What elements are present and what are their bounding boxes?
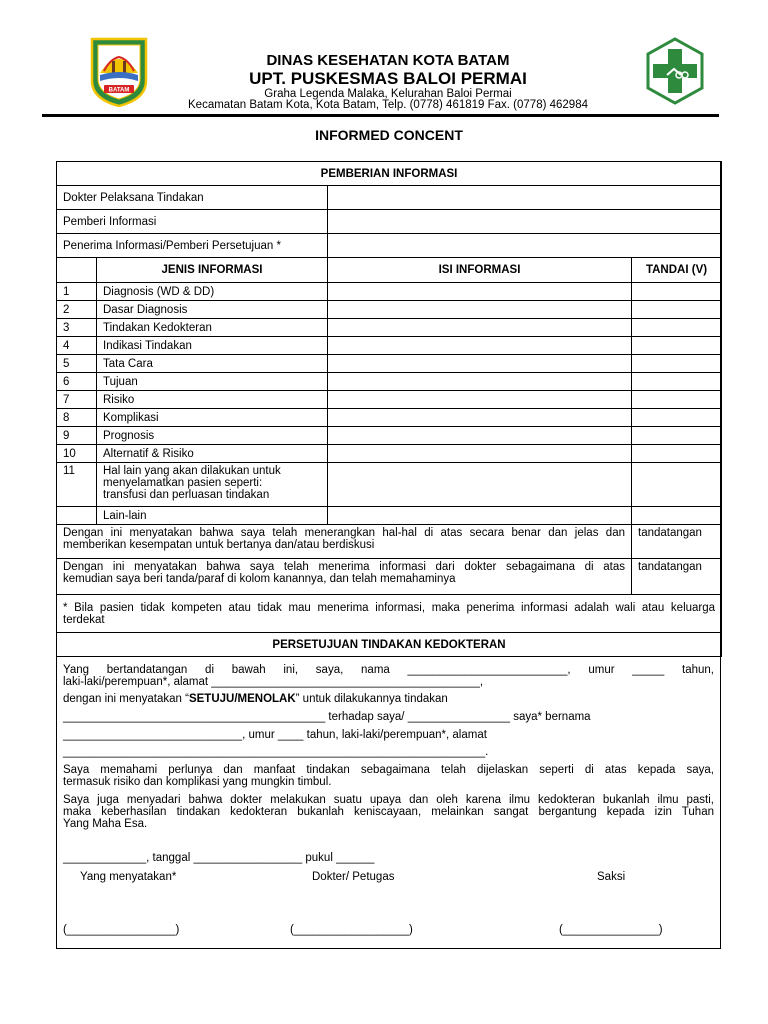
date-time-line: _____________, tanggal _________________ pukul ______ (63, 852, 375, 864)
row-label: Alternatif & Risiko (97, 445, 328, 463)
row-label: Lain-lain (97, 507, 328, 525)
table-row (57, 445, 722, 463)
pemberian-heading: PEMBERIAN INFORMASI (57, 162, 722, 186)
statement-line: memberikan kesempatan untuk bertanya dan/atau berdiskusi (63, 539, 375, 551)
row-label-line: Hal lain yang akan dilakukan untuk (103, 465, 281, 477)
row-label: Indikasi Tindakan (97, 337, 328, 355)
tandai-cell[interactable] (632, 409, 722, 427)
isi-cell[interactable] (328, 445, 632, 463)
tandai-cell[interactable] (632, 427, 722, 445)
tandai-cell[interactable] (632, 319, 722, 337)
row-number: 10 (57, 445, 97, 463)
table-row (57, 283, 722, 301)
consent-statement-end: ” untuk dilakukannya tindakan (295, 693, 448, 705)
col-header-isi: ISI INFORMASI (328, 258, 632, 283)
clinic-name: UPT. PUSKESMAS BALOI PERMAI (249, 69, 527, 88)
row-number: 1 (57, 283, 97, 301)
patient-line: ____________________________, umur ____ tahun, laki-laki/perempuan*, alamat (63, 729, 487, 741)
address-line-2: Kecamatan Batam Kota, Kota Batam, Telp. (0778) 461819 Fax. (0778) 462984 (188, 99, 588, 111)
row-number: 6 (57, 373, 97, 391)
signer-label: Yang menyatakan* (80, 871, 177, 883)
statement-line: Dengan ini menyatakan bahwa saya telah menerima informasi dari dokter sebagaimana di atas (63, 561, 625, 573)
isi-cell[interactable] (328, 355, 632, 373)
tandai-cell[interactable] (632, 463, 722, 507)
field-value-penerima[interactable] (328, 234, 722, 258)
page-title: INFORMED CONCENT (315, 127, 463, 143)
address-line-1: Graha Legenda Malaka, Kelurahan Baloi Permai (264, 88, 512, 100)
row-label: Komplikasi (97, 409, 328, 427)
row-number: 5 (57, 355, 97, 373)
row-number (57, 507, 97, 525)
field-label-dokter: Dokter Pelaksana Tindakan (57, 186, 328, 210)
consent-statement-start: dengan ini menyatakan “ (63, 693, 189, 705)
table-row (57, 319, 722, 337)
batam-crest-logo (90, 37, 148, 107)
signer-signature-blank[interactable]: (_________________) (63, 924, 180, 936)
address-line: __________________________________________________________________. (63, 746, 489, 758)
tandai-cell[interactable] (632, 391, 722, 409)
tandai-cell[interactable] (632, 373, 722, 391)
field-label-pemberi: Pemberi Informasi (57, 210, 328, 234)
tandai-cell[interactable] (632, 283, 722, 301)
isi-cell[interactable] (328, 409, 632, 427)
isi-cell[interactable] (328, 301, 632, 319)
row-label-line: menyelamatkan pasien seperti: (103, 477, 263, 489)
information-table (56, 161, 722, 657)
row-number: 8 (57, 409, 97, 427)
statement-pemberi (57, 525, 632, 559)
row-label: Dasar Diagnosis (97, 301, 328, 319)
tandai-cell[interactable] (632, 445, 722, 463)
signature-label: tandatangan (638, 561, 702, 573)
understanding-line-1: Saya memahami perlunya dan manfaat tindakan sebagaimana telah dijelaskan seperti di atas kepada saya, (63, 764, 714, 776)
row-number: 3 (57, 319, 97, 337)
competence-note (57, 595, 722, 633)
table-row (57, 337, 722, 355)
consent-line-2: laki-laki/perempuan*, alamat __________________________________________, (63, 676, 484, 688)
row-number: 7 (57, 391, 97, 409)
isi-cell[interactable] (328, 507, 632, 525)
row-label: Tindakan Kedokteran (97, 319, 328, 337)
tandai-cell[interactable] (632, 301, 722, 319)
table-row (57, 409, 722, 427)
header-divider (42, 114, 719, 117)
table-row (57, 391, 722, 409)
isi-cell[interactable] (328, 373, 632, 391)
consent-line-1: Yang bertandatangan di bawah ini, saya, nama _________________________, umur _____ tahun, (63, 664, 714, 676)
row-number: 2 (57, 301, 97, 319)
table-row (57, 463, 722, 507)
statement-line: Dengan ini menyatakan bahwa saya telah menerangkan hal-hal di atas secara benar dan jelas dan (63, 527, 625, 539)
witness-label: Saksi (597, 871, 626, 883)
field-label-penerima: Penerima Informasi/Pemberi Persetujuan * (57, 234, 328, 258)
table-row (57, 355, 722, 373)
table-row (57, 427, 722, 445)
crest-caption: BATAM (108, 87, 130, 94)
agency-name: DINAS KESEHATAN KOTA BATAM (266, 52, 510, 69)
row-label: Tujuan (97, 373, 328, 391)
field-value-dokter[interactable] (328, 186, 722, 210)
isi-cell[interactable] (328, 337, 632, 355)
isi-cell[interactable] (328, 427, 632, 445)
row-label: Tata Cara (97, 355, 328, 373)
note-line: * Bila pasien tidak kompeten atau tidak mau menerima informasi, maka penerima informasi adalah wali atau keluarga (63, 601, 716, 614)
isi-cell[interactable] (328, 319, 632, 337)
isi-cell[interactable] (328, 391, 632, 409)
isi-cell[interactable] (328, 463, 632, 507)
puskesmas-logo (645, 37, 705, 105)
understanding-line-2: termasuk risiko dan komplikasi yang mungkin timbul. (63, 776, 332, 788)
signature-cell-penerima[interactable] (632, 559, 722, 595)
row-label: Risiko (97, 391, 328, 409)
table-row (57, 507, 722, 525)
procedure-line: _________________________________________ terhadap saya/ ________________ saya* bernama (63, 711, 591, 723)
signature-label: tandatangan (638, 527, 702, 539)
field-value-pemberi[interactable] (328, 210, 722, 234)
awareness-line-1: Saya juga menyadari bahwa dokter melakukan suatu upaya dan oleh karena ilmu kedokteran bukanlah ilmu pasti, (63, 794, 714, 806)
statement-penerima (57, 559, 632, 595)
tandai-cell[interactable] (632, 337, 722, 355)
table-row (57, 373, 722, 391)
note-line: terdekat (63, 613, 105, 626)
row-number: 4 (57, 337, 97, 355)
row-label: Diagnosis (WD & DD) (97, 283, 328, 301)
isi-cell[interactable] (328, 283, 632, 301)
row-label: Prognosis (97, 427, 328, 445)
row-number: 11 (57, 463, 97, 507)
row-label-line: transfusi dan perluasan tindakan (103, 489, 270, 501)
statement-line: kemudian saya beri tanda/paraf di kolom kanannya, dan telah memahaminya (63, 573, 456, 585)
col-header-no (57, 258, 97, 283)
table-row (57, 301, 722, 319)
awareness-line-2: maka keberhasilan tindakan kedokteran bukanlah keniscayaan, melainkan sangat bergantung kepada izin Tuhan (63, 806, 714, 818)
witness-signature-blank[interactable]: (_______________) (559, 924, 663, 936)
col-header-jenis: JENIS INFORMASI (97, 258, 328, 283)
tandai-cell[interactable] (632, 355, 722, 373)
col-header-tandai: TANDAI (V) (632, 258, 722, 283)
awareness-line-3: Yang Maha Esa. (63, 818, 148, 830)
row-label (97, 463, 328, 507)
row-number: 9 (57, 427, 97, 445)
signature-cell-pemberi[interactable] (632, 525, 722, 559)
consent-statement (63, 693, 714, 705)
persetujuan-heading: PERSETUJUAN TINDAKAN KEDOKTERAN (57, 633, 722, 657)
tandai-cell[interactable] (632, 507, 722, 525)
doctor-signature-blank[interactable]: (__________________) (290, 924, 413, 936)
agree-refuse-choice: SETUJU/MENOLAK (188, 693, 296, 705)
doctor-label: Dokter/ Petugas (312, 871, 395, 883)
